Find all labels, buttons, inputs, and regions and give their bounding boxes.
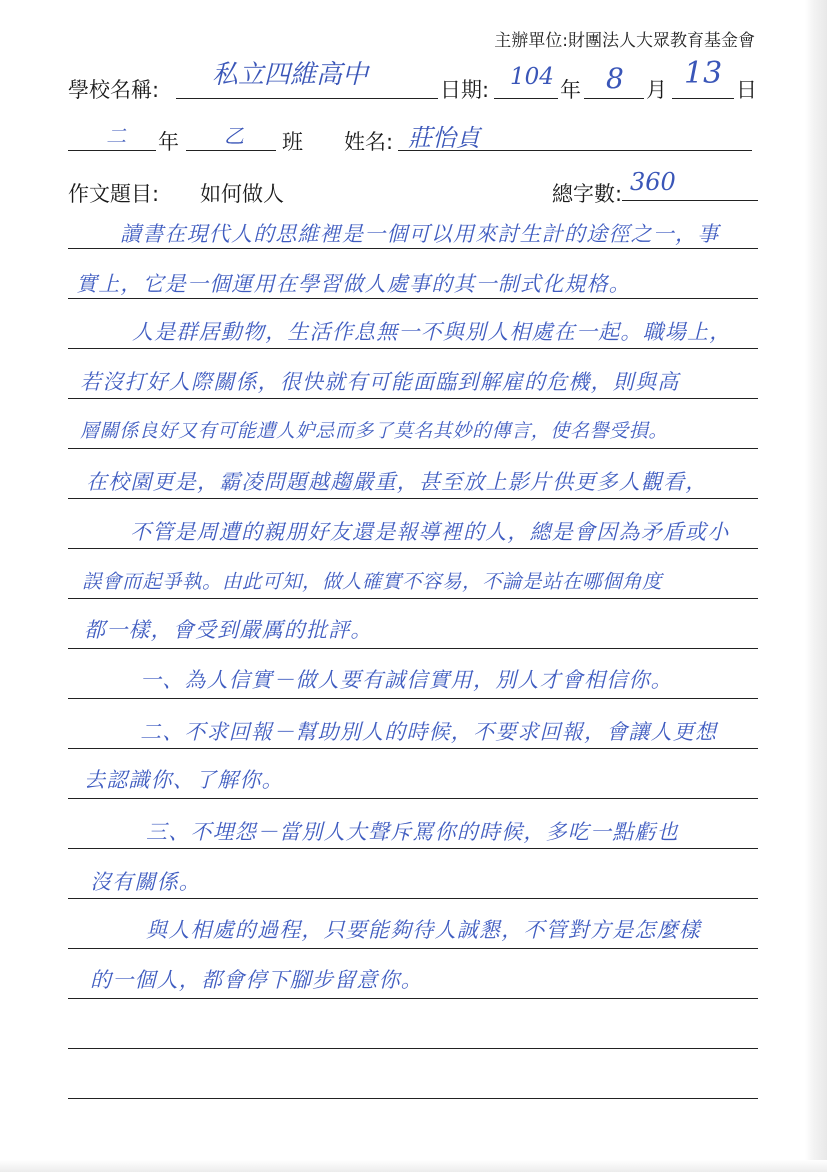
grade-value: 二 <box>106 124 126 148</box>
ruled-line <box>68 748 758 749</box>
year-unit: 年 <box>560 78 581 102</box>
school-value: 私立四維高中 <box>212 60 369 90</box>
date-label: 日期: <box>440 78 490 102</box>
month-underline <box>584 98 644 99</box>
essay-line-7: 不管是周遭的親朋好友還是報導裡的人，總是會因為矛盾或小 <box>130 520 730 544</box>
name-label: 姓名: <box>344 130 394 154</box>
essay-line-8: 誤會而起爭執。由此可知，做人確實不容易，不論是站在哪個角度 <box>82 570 663 593</box>
ruled-line <box>68 448 758 449</box>
essay-line-15: 與人相處的過程，只要能夠待人誠懇，不管對方是怎麼樣 <box>146 918 701 942</box>
ruled-line <box>68 798 758 799</box>
essay-line-10: 一、為人信實－做人要有誠信實用，別人才會相信你。 <box>140 668 673 692</box>
essay-line-12: 去認識你、了解你。 <box>84 768 284 792</box>
ruled-line <box>68 998 758 999</box>
grade-unit: 年 <box>158 130 179 154</box>
year-underline <box>494 98 558 99</box>
class-value: 乙 <box>224 124 244 148</box>
ruled-line <box>68 598 758 599</box>
topic-label: 作文題目: <box>68 182 160 206</box>
essay-line-1: 讀書在現代人的思維裡是一個可以用來討生計的途徑之一，事 <box>120 222 720 246</box>
school-label: 學校名稱: <box>68 78 160 102</box>
year-value: 104 <box>510 64 554 90</box>
ruled-line <box>68 1048 758 1049</box>
ruled-line <box>68 498 758 499</box>
name-value: 莊怡貞 <box>408 124 480 152</box>
ruled-line <box>68 1098 758 1099</box>
sponsor-text: 主辦單位:財團法人大眾教育基金會 <box>494 31 755 51</box>
month-value: 8 <box>606 62 624 95</box>
school-underline <box>176 98 438 99</box>
wordcount-label: 總字數: <box>552 182 623 206</box>
class-underline <box>186 150 276 151</box>
ruled-line <box>68 548 758 549</box>
essay-line-5: 層關係良好又有可能遭人妒忌而多了莫名其妙的傳言，使名譽受損。 <box>80 420 669 442</box>
ruled-line <box>68 648 758 649</box>
ruled-line <box>68 398 758 399</box>
wordcount-underline <box>622 200 758 201</box>
essay-line-6: 在校園更是，霸凌問題越趨嚴重，甚至放上影片供更多人觀看， <box>86 470 708 494</box>
ruled-line <box>68 248 758 249</box>
grade-underline <box>68 150 156 151</box>
ruled-line <box>68 298 758 299</box>
ruled-line <box>68 698 758 699</box>
essay-line-9: 都一樣，會受到嚴厲的批評。 <box>84 618 373 642</box>
ruled-line <box>68 898 758 899</box>
essay-line-2: 實上，它是一個運用在學習做人處事的其一制式化規格。 <box>76 272 631 296</box>
day-unit: 日 <box>736 78 757 102</box>
ruled-line <box>68 848 758 849</box>
scan-edge-shadow <box>805 0 827 1172</box>
day-value: 13 <box>684 56 723 91</box>
topic-value: 如何做人 <box>200 182 284 206</box>
day-underline <box>672 98 734 99</box>
essay-line-16: 的一個人，都會停下腳步留意你。 <box>90 968 423 992</box>
month-unit: 月 <box>646 78 667 102</box>
essay-line-14: 沒有關係。 <box>90 870 201 894</box>
essay-line-3: 人是群居動物，生活作息無一不與別人相處在一起。職場上， <box>132 320 732 344</box>
scan-bottom-shadow <box>0 1160 827 1172</box>
essay-line-11: 二、不求回報－幫助別人的時候，不要求回報，會讓人更想 <box>140 720 718 744</box>
ruled-line <box>68 348 758 349</box>
essay-line-4: 若沒打好人際關係，很快就有可能面臨到解雇的危機，則與高 <box>80 370 680 394</box>
wordcount-value: 360 <box>630 168 676 196</box>
class-unit: 班 <box>282 130 303 154</box>
essay-line-13: 三、不埋怨－當別人大聲斥罵你的時候，多吃一點虧也 <box>146 820 679 844</box>
ruled-line <box>68 948 758 949</box>
